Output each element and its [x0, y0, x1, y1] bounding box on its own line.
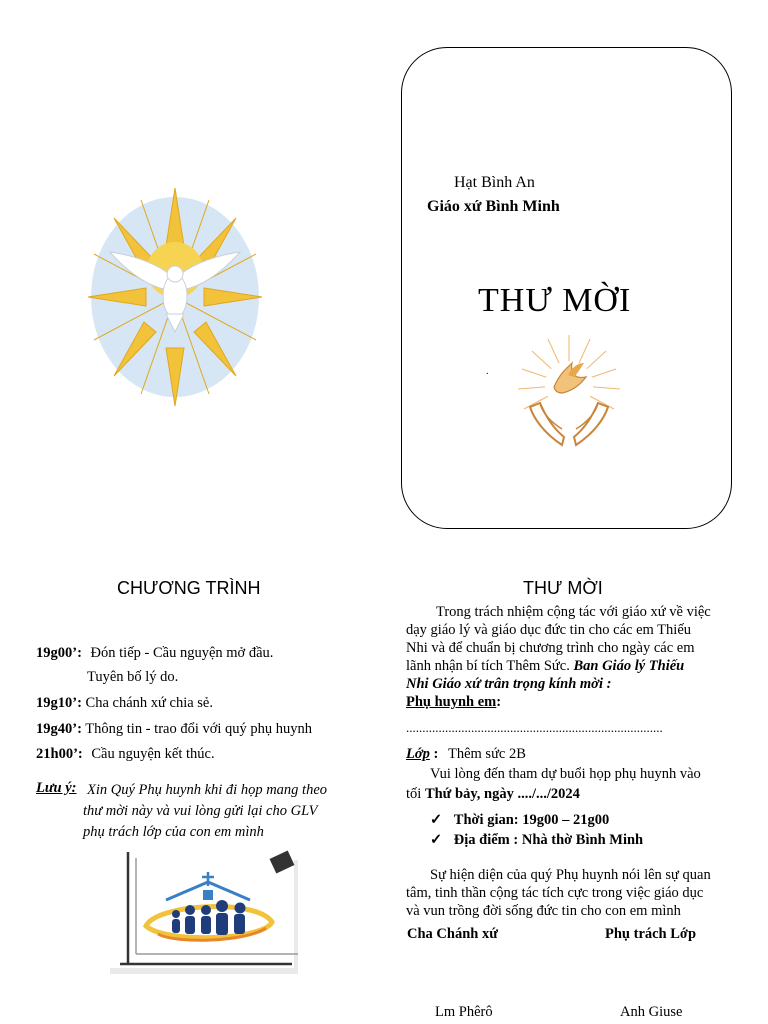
closing-line: Sự hiện diện của quý Phụ huynh nói lên sự quan [430, 867, 711, 883]
program-text: Cha chánh xứ chia sẻ. [85, 695, 213, 711]
class-label: Lớp [406, 746, 430, 762]
note-line: thư mời này và vui lòng gửi lại cho GLV [83, 803, 318, 819]
dove-hands-icon [510, 333, 628, 455]
intro-bold-2: Nhi Giáo xứ trân trọng kính mời : [406, 676, 612, 692]
holy-spirit-dove-icon [86, 186, 264, 408]
note-line: Xin Quý Phụ huynh khi đi họp mang theo [87, 782, 328, 798]
program-time: 21h00’: [36, 746, 83, 762]
closing-paragraph [406, 866, 732, 920]
intro-line: Trong trách nhiệm cộng tác với giáo xứ về việc [436, 604, 711, 620]
intro-line: lãnh nhận bí tích Thêm Sức. [406, 658, 570, 674]
program-item [36, 746, 215, 763]
program-time: 19g10’: [36, 695, 82, 711]
place-row [430, 831, 643, 849]
sign-left-title: Cha Chánh xứ [407, 926, 498, 942]
program-item [87, 669, 178, 686]
note-line: phụ trách lớp của con em mình [83, 824, 264, 840]
check-icon: ✓ [430, 812, 443, 828]
parent-colon: : [496, 694, 502, 710]
intro-bold: Ban Giáo lý Thiếu [573, 658, 685, 674]
note-label: Lưu ý: [36, 780, 77, 796]
program-text: Đón tiếp - Cầu nguyện mở đầu. [90, 645, 274, 661]
parent-label: Phụ huynh em [406, 694, 497, 710]
intro-line: Nhi và để chuẩn bị chương trình cho ngày các em [406, 640, 695, 656]
program-text: Tuyên bố lý do. [87, 669, 179, 685]
parish-name: Giáo xứ Bình Minh [427, 198, 560, 215]
cover-dot: . [486, 366, 489, 377]
closing-line: và vun trồng đời sống đức tin cho con em mình [406, 903, 681, 919]
check-icon: ✓ [430, 832, 443, 848]
attend-line-2 [406, 785, 580, 803]
place-text: Địa điểm : Nhà thờ Bình Minh [453, 832, 644, 848]
program-heading: CHƯƠNG TRÌNH [117, 578, 261, 598]
program-text: Cầu nguyện kết thúc. [91, 746, 215, 762]
class-value: Thêm sức 2B [447, 746, 526, 762]
attend-date: Thứ bảy, ngày ..../.../2024 [424, 786, 580, 802]
letter-intro [406, 603, 732, 711]
cover-title: THƯ MỜI [478, 282, 632, 319]
family-church-icon [106, 848, 302, 976]
class-colon: : [429, 746, 439, 762]
sign-right-title: Phụ trách Lớp [605, 926, 697, 942]
attend-prefix: tối [406, 786, 425, 802]
program-time: 19g40’: [36, 721, 82, 737]
program-text: Thông tin - trao đổi với quý phụ huynh [85, 721, 313, 737]
letter-heading: THƯ MỜI [523, 578, 603, 598]
program-item [36, 721, 312, 738]
intro-line: dạy giáo lý và giáo dục đức tin cho các em Thiếu [406, 622, 692, 638]
time-row [430, 811, 609, 829]
sign-left-name: Lm Phêrô [435, 1004, 493, 1020]
sign-right-name: Anh Giuse [620, 1004, 683, 1020]
time-text: Thời gian: 19g00 – 21g00 [453, 812, 610, 828]
program-time: 19g00’: [36, 645, 82, 661]
program-item [36, 695, 213, 712]
class-row [406, 745, 526, 763]
closing-line: tâm, tinh thần cộng tác tích cực trong việc giáo dục [406, 885, 704, 901]
parent-name-line[interactable]: ............................................................................... [406, 720, 663, 735]
attend-line-1: Vui lòng đến tham dự buổi họp phụ huynh vào [430, 766, 701, 782]
program-item [36, 645, 273, 662]
note-text [83, 780, 328, 843]
deanery-name: Hạt Bình An [454, 174, 535, 191]
